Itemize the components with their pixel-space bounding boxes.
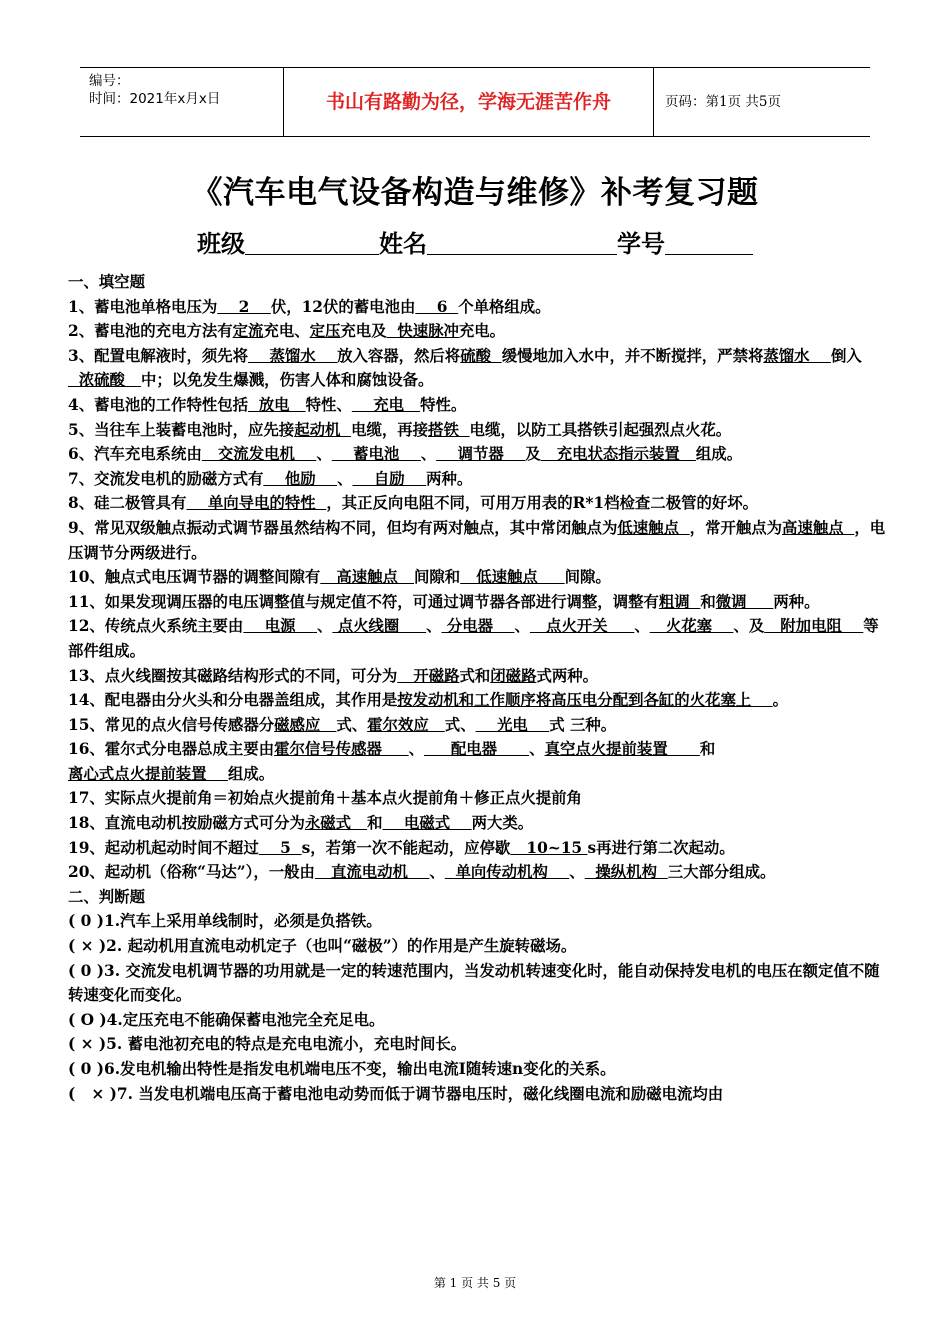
question-text: 电缆，以防工具搭铁引起强烈点火花。 bbox=[469, 420, 732, 439]
name-blank bbox=[427, 228, 617, 255]
answer-blank: 光电 bbox=[475, 715, 550, 734]
question-text: 、 bbox=[337, 469, 353, 488]
answer-blank: 低速触点 bbox=[617, 518, 690, 537]
answer-blank: 离心式点火提前装置 bbox=[68, 764, 228, 783]
question-text: 式 三种。 bbox=[549, 715, 617, 734]
answer-blank: 充电状态指示装置 bbox=[540, 445, 696, 464]
question-text: 式和 bbox=[459, 666, 491, 685]
fill-question bbox=[68, 442, 888, 467]
answer-blank: 磁感应 bbox=[274, 715, 337, 734]
answer-blank: 点火开关 bbox=[529, 617, 635, 636]
question-text: 4、蓄电池的工作特性包括 bbox=[68, 395, 249, 414]
question-text: 13、点火线圈按其磁路结构形式的不同，可分为 bbox=[68, 666, 398, 685]
fill-question bbox=[68, 860, 888, 885]
answer-blank: 分电器 bbox=[441, 617, 515, 636]
answer-blank: 闭磁路 bbox=[490, 666, 537, 685]
question-text: 、 bbox=[426, 617, 442, 636]
question-text: 充电及 bbox=[340, 322, 387, 341]
question-text: s再进行第二次起动。 bbox=[587, 838, 735, 857]
fill-question bbox=[68, 688, 888, 713]
answer-blank: 6 bbox=[415, 297, 459, 316]
answer-blank: 起动机 bbox=[294, 420, 352, 439]
class-label: 班级 bbox=[197, 230, 245, 258]
question-text: 3、配置电解液时，须先将 bbox=[68, 346, 249, 365]
question-text: 12、传统点火系统主要由 bbox=[68, 617, 244, 636]
question-text: s，若第一次不能起动，应停歇 bbox=[301, 838, 511, 857]
judge-question-list bbox=[68, 909, 888, 1106]
question-text: 6、汽车充电系统由 bbox=[68, 445, 202, 464]
question-text: 三大部分组成。 bbox=[667, 863, 776, 882]
fill-question bbox=[68, 664, 888, 689]
judge-question: ( 0 )6.发电机输出特性是指发电机端电压不变，输出电流I随转速n变化的关系。 bbox=[68, 1060, 616, 1078]
question-text: 17、实际点火提前角＝初始点火提前角＋基本点火提前角＋修正点火提前角 bbox=[68, 789, 582, 808]
fill-question bbox=[68, 516, 888, 565]
question-text: 1、蓄电池单格电压为 bbox=[68, 297, 218, 316]
question-text: ，电压调节分两级进行。 bbox=[68, 518, 886, 562]
question-text: 7、交流发电机的励磁方式有 bbox=[68, 469, 264, 488]
question-text: 10、触点式电压调节器的调整间隙有 bbox=[68, 568, 321, 587]
question-text: 间隙和 bbox=[414, 568, 461, 587]
question-text: ，其正反向电阻不同，可用万用表的R*1档检查二极管的好坏。 bbox=[326, 494, 759, 513]
answer-blank: 真空点火提前装置 bbox=[544, 740, 700, 759]
answer-blank: 直流电动机 bbox=[314, 863, 430, 882]
fill-question bbox=[68, 590, 888, 615]
answer-blank: 单向传动机构 bbox=[444, 863, 570, 882]
answer-blank: 他励 bbox=[263, 469, 338, 488]
question-text: 放入容器，然后将 bbox=[337, 346, 461, 365]
answer-blank: 浓硫酸 bbox=[68, 371, 141, 390]
answer-blank: 蓄电池 bbox=[331, 445, 421, 464]
class-blank bbox=[245, 228, 379, 255]
answer-blank: 硫酸 bbox=[460, 346, 502, 365]
fill-question bbox=[68, 614, 888, 663]
answer-blank: 操纵机构 bbox=[584, 863, 668, 882]
answer-blank: 按发动机和工作顺序将高压电分配到各缸的火花塞上 bbox=[397, 691, 773, 710]
question-text: 组成。 bbox=[695, 445, 743, 464]
fill-question-list bbox=[68, 295, 888, 885]
judge-question: ( × )5. 蓄电池初充电的特点是充电电流小，充电时间长。 bbox=[68, 1035, 467, 1054]
answer-blank: 开磁路 bbox=[397, 666, 460, 685]
question-text: 、 bbox=[316, 445, 332, 464]
answer-blank: 粗调 bbox=[658, 592, 701, 611]
question-text: 组成。 bbox=[227, 764, 275, 783]
question-text: 电缆，再接 bbox=[351, 420, 429, 439]
question-text: 、 bbox=[569, 863, 585, 882]
section-judge-title: 二、判断题 bbox=[68, 887, 145, 906]
fill-question bbox=[68, 295, 888, 320]
question-text: 、 bbox=[514, 617, 530, 636]
document-header bbox=[80, 67, 870, 137]
fill-question bbox=[68, 393, 888, 418]
fill-question bbox=[68, 565, 888, 590]
answer-blank: 微调 bbox=[715, 592, 774, 611]
question-text: 19、起动机起动时间不超过 bbox=[68, 838, 259, 857]
question-text: 9、常见双级触点振动式调节器虽然结构不同，但均有两对触点，其中常闭触点为 bbox=[68, 518, 618, 537]
answer-blank: 快速脉冲 bbox=[386, 322, 459, 341]
question-text: 16、霍尔式分电器总成主要由 bbox=[68, 740, 275, 759]
fill-question bbox=[68, 737, 888, 786]
question-text: 、 bbox=[429, 863, 445, 882]
question-text: 倒入 bbox=[830, 346, 862, 365]
answer-blank: 2 bbox=[217, 297, 271, 316]
question-text: 等部件组成。 bbox=[68, 617, 879, 660]
question-text: 式两种。 bbox=[536, 666, 599, 685]
question-text: 式、 bbox=[336, 715, 368, 734]
question-text: 充电、 bbox=[263, 322, 310, 341]
answer-blank: 蒸馏水 bbox=[248, 346, 338, 365]
judge-question: ( × )2. 起动机用直流电动机定子（也叫“磁极”）的作用是产生旋转磁场。 bbox=[68, 937, 577, 956]
page-footer: 第 1 页 共 5 页 bbox=[433, 1276, 517, 1290]
fill-question bbox=[68, 319, 888, 344]
answer-blank: 电源 bbox=[243, 617, 317, 636]
answer-blank: 5 bbox=[258, 838, 302, 857]
answer-blank: 交流发电机 bbox=[201, 445, 317, 464]
answer-blank: 永磁式 bbox=[304, 814, 368, 833]
exam-content bbox=[68, 270, 888, 1106]
header-motto: 书山有路勤为径，学海无涯苦作舟 bbox=[283, 68, 654, 136]
question-text: 、 bbox=[316, 617, 333, 636]
answer-blank: 蒸馏水 bbox=[763, 346, 831, 365]
question-text: 、 bbox=[408, 740, 425, 759]
header-page-label: 页码：第1页 共5页 bbox=[665, 94, 781, 110]
name-label: 姓名 bbox=[379, 230, 427, 258]
question-text: 14、配电器由分火头和分电器盖组成，其作用是 bbox=[68, 691, 398, 710]
answer-blank: 霍尔效应 bbox=[367, 715, 445, 734]
question-text: 缓慢地加入水中，并不断搅拌，严禁将 bbox=[501, 346, 764, 365]
fill-question bbox=[68, 491, 888, 516]
question-text: 18、直流电动机按励磁方式可分为 bbox=[68, 814, 305, 833]
answer-blank: 低速触点 bbox=[460, 568, 565, 587]
answer-blank: 火花塞 bbox=[649, 617, 734, 636]
answer-blank: 点火线圈 bbox=[332, 617, 427, 636]
question-text: 中；以免发生爆溅，伤害人体和腐蚀设备。 bbox=[140, 371, 434, 390]
answer-blank: 自励 bbox=[352, 469, 427, 488]
fill-question bbox=[68, 811, 888, 836]
student-info-line bbox=[0, 224, 950, 264]
fill-question bbox=[68, 786, 888, 811]
fill-question bbox=[68, 836, 888, 861]
number-label: 编号： bbox=[89, 73, 130, 89]
question-text: 20、起动机（俗称“马达”），一般由 bbox=[68, 863, 315, 882]
answer-blank: 放电 bbox=[248, 395, 306, 414]
answer-blank: 高速触点 bbox=[782, 518, 855, 537]
question-text: 充电。 bbox=[458, 322, 506, 341]
answer-blank: 充电 bbox=[351, 395, 421, 414]
judge-question: ( 0 )3. 交流发电机调节器的功用就是一定的转速范围内，当发动机转速变化时，能自动保持发电机的电压在额定值不随转速变化而变化。 bbox=[68, 961, 880, 1005]
question-text: 两种。 bbox=[773, 592, 820, 611]
question-text: 、 bbox=[420, 445, 437, 464]
answer-blank: 高速触点 bbox=[320, 568, 414, 587]
question-text: 15、常见的点火信号传感器分 bbox=[68, 715, 275, 734]
judge-question: ( 0 )1.汽车上采用单线制时，必须是负搭铁。 bbox=[68, 912, 382, 931]
question-text: 特性、 bbox=[305, 395, 352, 414]
answer-blank: 定压 bbox=[309, 322, 341, 341]
fill-question bbox=[68, 467, 888, 492]
question-text: 个单格组成。 bbox=[458, 297, 551, 316]
answer-blank: 电磁式 bbox=[382, 814, 472, 833]
answer-blank: 单向导电的特性 bbox=[186, 494, 327, 513]
judge-question: ( × )7. 当发电机端电压高于蓄电池电动势而低于调节器电压时，磁化线圈电流和励磁电流均由 bbox=[68, 1084, 724, 1103]
question-text: 8、硅二极管具有 bbox=[68, 494, 187, 513]
question-text: 间隙。 bbox=[564, 568, 611, 587]
header-info-cell bbox=[80, 68, 283, 136]
answer-blank: 附加电阻 bbox=[764, 617, 864, 636]
question-text: 和 bbox=[700, 592, 716, 611]
question-text: 5、当往车上装蓄电池时，应先接 bbox=[68, 420, 295, 439]
fill-question bbox=[68, 418, 888, 443]
question-text: 和 bbox=[367, 814, 383, 833]
answer-blank: 调节器 bbox=[436, 445, 526, 464]
question-text: 式、 bbox=[444, 715, 476, 734]
question-text: 2、蓄电池的充电方法有 bbox=[68, 322, 233, 341]
question-text: 及 bbox=[525, 445, 541, 464]
question-text: 特性。 bbox=[420, 395, 467, 414]
question-text: 两种。 bbox=[426, 469, 473, 488]
id-label: 学号 bbox=[617, 230, 665, 258]
answer-blank: 配电器 bbox=[424, 740, 530, 759]
question-text: 。 bbox=[772, 691, 789, 710]
question-text: 11、如果发现调压器的电压调整值与规定值不符，可通过调节器各部进行调整，调整有 bbox=[68, 592, 659, 611]
question-text: 、 bbox=[529, 740, 545, 759]
id-blank bbox=[665, 228, 753, 255]
answer-blank: 霍尔信号传感器 bbox=[274, 740, 409, 759]
judge-question: ( O )4.定压充电不能确保蓄电池完全充足电。 bbox=[68, 1010, 385, 1029]
question-text: 、 bbox=[634, 617, 650, 636]
question-text: 、及 bbox=[733, 617, 765, 636]
date-label: 时间：2021年x月x日 bbox=[89, 91, 221, 107]
question-text: 两大类。 bbox=[471, 814, 534, 833]
section-fill-title: 一、填空题 bbox=[68, 273, 145, 291]
question-text: ，常开触点为 bbox=[689, 518, 783, 537]
fill-question bbox=[68, 344, 888, 393]
question-text: 伏，12伏的蓄电池由 bbox=[270, 297, 416, 316]
fill-question bbox=[68, 713, 888, 738]
question-text: 和 bbox=[699, 740, 716, 759]
document-title: 《汽车电气设备构造与维修》补考复习题 bbox=[191, 175, 759, 211]
answer-blank: 10~15 bbox=[510, 838, 588, 857]
answer-blank: 定流 bbox=[232, 322, 264, 341]
answer-blank: 搭铁 bbox=[428, 420, 470, 439]
